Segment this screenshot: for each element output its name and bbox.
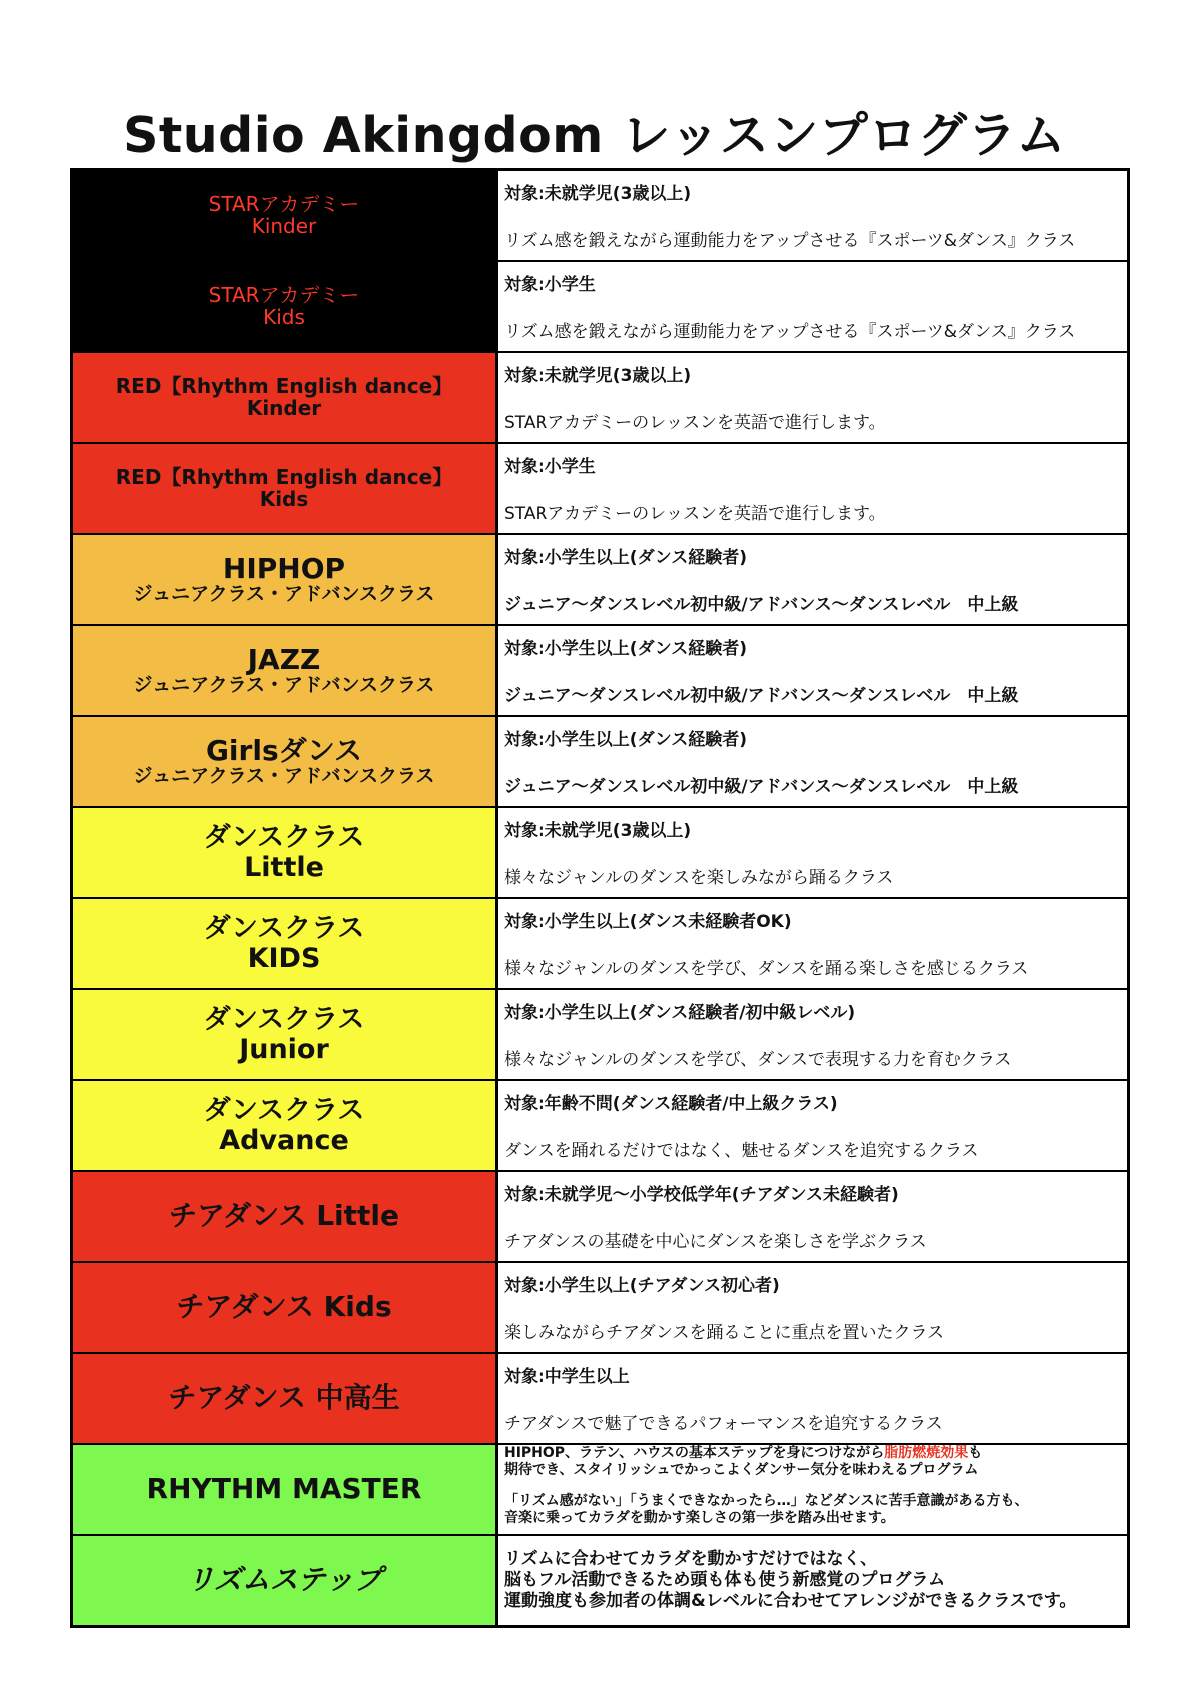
class-level: Kinder — [251, 213, 317, 238]
class-name: HIPHOP — [222, 552, 346, 586]
class-target: 対象:小学生 — [504, 275, 596, 295]
class-name: ダンスクラス — [203, 1095, 365, 1127]
class-info-star-kids — [498, 262, 1127, 351]
description-line: リズムに合わせてカラダを動かすだけではなく、 — [504, 1549, 878, 1569]
highlight-text: 脂肪燃焼効果 — [884, 1445, 969, 1461]
class-name: RHYTHM MASTER — [146, 1472, 422, 1506]
class-label-rhythm-step — [73, 1536, 495, 1625]
class-target: 対象:未就学児(3歳以上) — [504, 821, 692, 841]
description-line: 期待でき、スタイリッシュでかっこよくダンサー気分を味わえるプログラム — [504, 1462, 979, 1478]
class-description: 様々なジャンルのダンスを学び、ダンスを踊る楽しさを感じるクラス — [504, 959, 1029, 979]
class-info-cheer-little — [498, 1172, 1127, 1261]
class-description: 楽しみながらチアダンスを踊ることに重点を置いたクラス — [504, 1323, 944, 1343]
class-info-girls — [498, 717, 1127, 806]
class-target: 対象:小学生以上(ダンス経験者) — [504, 730, 747, 750]
class-name: RED【Rhythm English dance】 — [115, 464, 453, 489]
class-description: ジュニア～ダンスレベル初中級/アドバンス～ダンスレベル 中上級 — [504, 777, 1019, 797]
class-description: ジュニア～ダンスレベル初中級/アドバンス～ダンスレベル 中上級 — [504, 595, 1019, 615]
class-name: ダンスクラス — [203, 822, 365, 854]
class-target: 対象:未就学児～小学校低学年(チアダンス未経験者) — [504, 1185, 899, 1205]
class-label-cheer-kids — [73, 1263, 495, 1352]
class-info-cheer-highschool — [498, 1354, 1127, 1443]
class-label-rhythm-master — [73, 1445, 495, 1534]
class-level: Kids — [259, 486, 309, 511]
class-target: 対象:未就学児(3歳以上) — [504, 184, 692, 204]
lesson-program-table — [70, 168, 1130, 1628]
class-target: 対象:小学生以上(チアダンス初心者) — [504, 1276, 780, 1296]
class-info-dance-junior — [498, 990, 1127, 1079]
class-name: ダンスクラス — [203, 913, 365, 945]
class-name: Girlsダンス — [205, 734, 363, 768]
class-name: ダンスクラス — [203, 1004, 365, 1036]
class-description: 様々なジャンルのダンスを学び、ダンスで表現する力を育むクラス — [504, 1050, 1012, 1070]
class-level: KIDS — [247, 942, 321, 974]
class-label-dance-advance — [73, 1081, 495, 1170]
class-level: Little — [244, 851, 324, 883]
class-description: STARアカデミーのレッスンを英語で進行します。 — [504, 504, 886, 524]
description-line: 運動強度も参加者の体調&レベルに合わせてアレンジができるクラスです。 — [504, 1591, 1077, 1611]
class-level: ジュニアクラス・アドバンスクラス — [133, 583, 435, 606]
class-description: ダンスを踊れるだけではなく、魅せるダンスを追究するクラス — [504, 1141, 979, 1161]
class-target: 対象:小学生以上(ダンス経験者/初中級レベル) — [504, 1003, 856, 1023]
class-info-jazz — [498, 626, 1127, 715]
class-label-cheer-little — [73, 1172, 495, 1261]
class-label-dance-kids — [73, 899, 495, 988]
class-label-dance-junior — [73, 990, 495, 1079]
page-title: Studio Akingdom レッスンプログラム — [123, 107, 1066, 164]
class-label-star-kids — [73, 262, 495, 351]
class-target: 対象:小学生以上(ダンス経験者) — [504, 639, 747, 659]
class-target: 対象:小学生 — [504, 457, 596, 477]
class-name: リズムステップ — [186, 1563, 382, 1597]
spacer — [504, 1479, 1121, 1493]
class-level: Junior — [239, 1033, 329, 1065]
class-target: 対象:未就学児(3歳以上) — [504, 366, 692, 386]
class-info-rhythm-master — [498, 1445, 1127, 1534]
class-info-hiphop — [498, 535, 1127, 624]
class-info-dance-advance — [498, 1081, 1127, 1170]
class-level: Kinder — [246, 395, 322, 420]
class-label-dance-little — [73, 808, 495, 897]
class-name: チアダンス Kids — [176, 1290, 392, 1324]
class-name: RED【Rhythm English dance】 — [115, 373, 453, 398]
class-label-star-kinder — [73, 171, 495, 260]
class-description: チアダンスの基礎を中心にダンスを楽しさを学ぶクラス — [504, 1232, 927, 1252]
class-target: 対象:中学生以上 — [504, 1367, 630, 1387]
class-name: STARアカデミー — [208, 191, 360, 216]
class-info-red-kinder — [498, 353, 1127, 442]
class-description: ジュニア～ダンスレベル初中級/アドバンス～ダンスレベル 中上級 — [504, 686, 1019, 706]
class-info-red-kids — [498, 444, 1127, 533]
class-label-hiphop — [73, 535, 495, 624]
class-info-star-kinder — [498, 171, 1127, 260]
class-info-rhythm-step — [498, 1536, 1127, 1625]
class-level: ジュニアクラス・アドバンスクラス — [133, 674, 435, 697]
class-name: JAZZ — [247, 643, 321, 677]
class-label-jazz — [73, 626, 495, 715]
class-target: 対象:小学生以上(ダンス経験者) — [504, 548, 747, 568]
class-label-red-kinder — [73, 353, 495, 442]
description-line: 音楽に乗ってカラダを動かす楽しさの第一歩を踏み出せます。 — [504, 1510, 895, 1526]
class-info-dance-little — [498, 808, 1127, 897]
class-label-cheer-highschool — [73, 1354, 495, 1443]
class-level: ジュニアクラス・アドバンスクラス — [133, 765, 435, 788]
description-line: HIPHOP、ラテン、ハウスの基本ステップを身につけながら脂肪燃焼効果も — [504, 1445, 983, 1461]
class-label-red-kids — [73, 444, 495, 533]
class-target: 対象:年齢不問(ダンス経験者/中上級クラス) — [504, 1094, 838, 1114]
class-info-cheer-kids — [498, 1263, 1127, 1352]
class-info-dance-kids — [498, 899, 1127, 988]
class-description: リズム感を鍛えながら運動能力をアップさせる『スポーツ&ダンス』クラス — [504, 231, 1076, 251]
class-name: STARアカデミー — [208, 282, 360, 307]
class-level: Advance — [219, 1124, 349, 1156]
class-name: チアダンス 中高生 — [168, 1381, 400, 1415]
class-description: 様々なジャンルのダンスを楽しみながら踊るクラス — [504, 868, 894, 888]
class-level: Kids — [263, 304, 305, 329]
class-description: チアダンスで魅了できるパフォーマンスを追究するクラス — [504, 1414, 943, 1434]
class-description: リズム感を鍛えながら運動能力をアップさせる『スポーツ&ダンス』クラス — [504, 322, 1076, 342]
class-target: 対象:小学生以上(ダンス未経験者OK) — [504, 912, 792, 932]
description-line: 脳もフル活動できるため頭も体も使う新感覚のプログラム — [504, 1570, 946, 1590]
class-description: STARアカデミーのレッスンを英語で進行します。 — [504, 413, 886, 433]
class-label-girls — [73, 717, 495, 806]
description-line: 「リズム感がない」「うまくできなかったら…」などダンスに苦手意識がある方も、 — [504, 1493, 1029, 1509]
class-name: チアダンス Little — [168, 1199, 400, 1233]
